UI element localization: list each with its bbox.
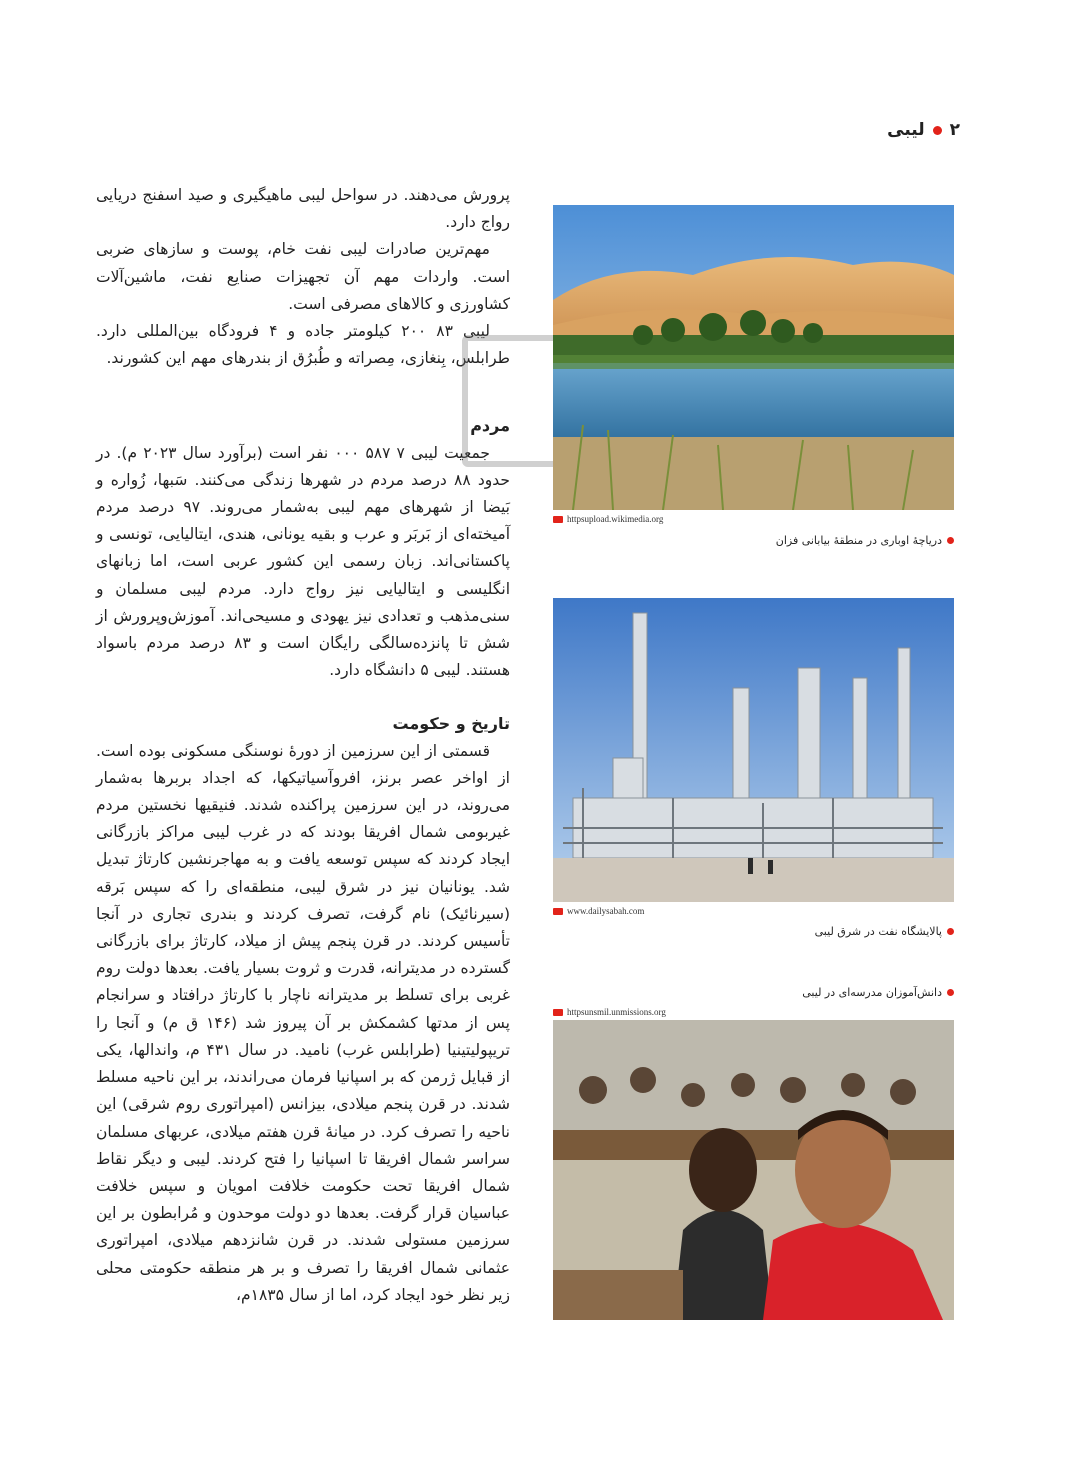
refinery-photo [553,598,954,902]
bullet-dot-icon [947,989,954,996]
page-number: ۲ [949,120,960,140]
paragraph-population: جمعیت لیبی ۷ ۵۸۷ ۰۰۰ نفر است (برآورد سال ۲۰۲۳ م). در حدود ۸۸ درصد مردم در شهرها زندگی می‌کنند. سَبها، زُواره و بَیضا از شهرهای مهم لیبی به‌شمار می‌روند. ۹۷ درصد مردم آمیخته‌ای از بَربَر و عرب و بقیه یونانی، هندی، ایتالیایی، تونسی و پاکستانی‌اند. زبان رسمی این کشور عربی است، اما زبانهای انگلیسی و ایتالیایی نیز رواج دارد. مردم لیبی مسلمان و سنی‌مذهب و تعدادی نیز یهودی و مسیحی‌اند. آموزش‌وپرورش از شش تا پانزده‌سالگی رایگان است و ۸۳ درصد مردم باسواد هستند. لیبی ۵ دانشگاه دارد. [96,443,510,680]
chapter-title: لیبی [887,120,925,140]
paragraph-fishing: پرورش می‌دهند. در سواحل لیبی ماهیگیری و صید اسفنج دریایی رواج دارد. [96,186,510,232]
paragraph-history: قسمتی از این سرزمین از دورهٔ نوسنگی مسکونی بوده است. از اواخر عصر برنز، افروآسیاتیکها، که اجداد بربرها به‌شمار می‌روند، در این سرزمین پراکنده شدند. فنیقیها نخستین مردم غیربومی شمال افریقا بودند که در غرب لیبی مراکز بازرگانی ایجاد کردند که سپس توسعه یافت و به مهاجرنشین کارتاژ تبدیل شد. یونانیان نیز در شرق لیبی، منطقه‌ای را که سپس بَرقه (سیرنائیک) نام گرفت، تصرف کردند و بندری تجاری در آنجا تأسیس کردند. در قرن پنجم پیش از میلاد، کارتاژ برای بازرگانی گسترده در مدیترانه، قدرت و ثروت بسیار یافت. بعدها دولت روم غربی برای تسلط بر مدیترانه ناچار با کارتاژ درافتاد و سرانجام پس از مدتها کشمکش بر آن پیروز شد (۱۴۶ ق م) و آنجا را تریپولیتینیا (طرابلس غرب) نامید. در سال ۴۳۱ م، واندالها، یکی از قبایل ژرمن که بر اسپانیا فرمان می‌راندند، بر این ناحیه مسلط شدند. در قرن پنجم میلادی، بیزانس (امپراتوری روم شرقی) این ناحیه را تصرف کرد. در میانهٔ قرن هفتم میلادی، عربهای مسلمان سراسر شمال افریقا تا اسپانیا را فتح کردند. لیبی و دیگر نقاط شمال افریقا تحت حکومت خلافت امویان و سپس خلافت عباسیان قرار گرفت. بعدها دو دولت موحدون و مُرابطون بر این سرزمین مستولی شدند. در قرن شانزدهم میلادی، امپراتوری عثمانی شمال افریقا را تصرف و بر هر منطقه حکومتی محلی زیر نظر خود ایجاد کرد، اما از سال ۱۸۳۵م، [96,741,510,1304]
photo-caption: پالایشگاه نفت در شرق لیبی [815,925,954,938]
bullet-dot-icon [933,126,942,135]
credit-camera-icon [553,908,563,915]
school-photo [553,1020,954,1320]
bullet-dot-icon [947,928,954,935]
heading-people: مردم [470,416,510,436]
page-header [887,120,960,140]
text-column [96,182,510,1309]
photo-credit: httpsunsmil.unmissions.org [553,1007,666,1017]
paragraph-exports: مهم‌ترین صادرات لیبی نفت خام، پوست و سازهای ضربی است. واردات مهم آن تجهیزات صنایع نفت، ماشین‌آلات کشاورزی و کالاهای مصرفی است. [96,240,510,313]
photo-credit: httpsupload.wikimedia.org [553,514,663,524]
watermark-logo [462,335,564,467]
paragraph-roads: لیبی ۸۳ ۲۰۰ کیلومتر جاده و ۴ فرودگاه بین‌المللی دارد. طرابلس، بِنغازی، مِصراته و طُبرُق از بندرهای مهم این کشورند. [96,322,510,368]
oasis-photo [553,205,954,510]
photo-caption: دریاچهٔ اوباری در منطقهٔ بیابانی فزان [776,534,954,547]
credit-camera-icon [553,1009,563,1016]
bullet-dot-icon [947,537,954,544]
photo-caption: دانش‌آموزان مدرسه‌ای در لیبی [802,986,954,999]
heading-history: تاریخ و حکومت [392,714,510,734]
credit-camera-icon [553,516,563,523]
photo-credit: www.dailysabah.com [553,906,644,916]
